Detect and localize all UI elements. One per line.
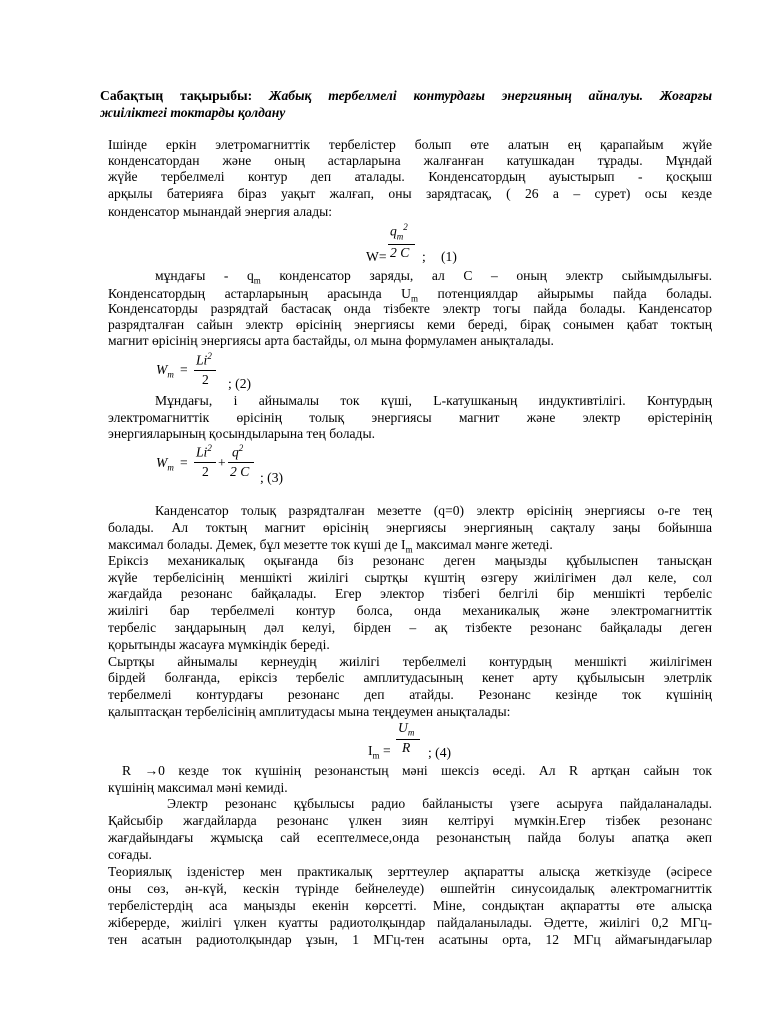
paragraph-line: жағдайындағы жұмысқа сай есептелмесе,онда резонанстың пайда болуы апатқа әкеп: [108, 830, 712, 845]
paragraph-line: Ішінде еркін элетромагниттік тербелістер болып өте алатын ең қарапайым жүйе: [108, 137, 712, 152]
paragraph-line: R →0 кезде ток күшінің резонанстың мәні шексіз өседі. Ал R артқан сайын ток: [122, 763, 712, 778]
lesson-title-line-2: [100, 105, 712, 121]
paragraph-line: конденсатордан және оның астарларына жалғанған катушкадан тұрады. Мұндай: [108, 153, 712, 168]
paragraph-line: қалыптасқан тербелісінің амплитудасы мына теңдеумен анықталады:: [108, 704, 511, 719]
paragraph-line: мұндағы - $q_m$ конденсатор заряды, ал С – оның электр сыйымдылығы.: [155, 268, 712, 286]
paragraph-line: жіберерде, жиілігі үлкен куатты радиотолқындар пайдаланылады. Әдетте, жиілігі 0,2 МГц-: [108, 915, 712, 930]
paragraph-line: тербеліс заңдарының дәл келуі, бірден – ақ тізбекте резонанс байқалады деген: [108, 620, 712, 635]
paragraph-line: Қайсыбір жағдайларда резонанс үлкен зиян келтіруі мүмкін.Егер тізбек резонанс: [108, 813, 712, 828]
paragraph-line: магнит өрісінің энергиясы арта бастайды, ол мына формуламен анықталады.: [108, 333, 554, 348]
paragraph-line: бірдей болғанда, еріксіз тербеліс амплитудасының кенет арту құбылысын элетрлік: [108, 670, 712, 685]
paragraph-line: жүйе тербелмелі контур деп аталады. Конденсатордың ауыстырып - қосқыш: [108, 169, 712, 184]
paragraph-line: Еріксіз механикалық оқығанда біз резонанс деген маңызды құбылыспен танысқан: [108, 553, 712, 568]
paragraph-line: күшінің максимал мәні кемиді.: [108, 780, 288, 795]
paragraph-line: Электр резонанс құбылысы радио байланысты үзеге асыруға пайдаланалады.: [167, 796, 712, 811]
paragraph-line: оны сөз, ән-күй, кескін түрінде бейнелеуде) өшпейтін синусоидалық әлектромагниттік: [108, 881, 712, 896]
paragraph-line: Конденсатордың астарларының арасында $U_m$ потенциялдар айырымы пайда болады.: [108, 286, 712, 304]
paragraph-line: максимал болады. Демек, бұл мезетте ток күші де $I_m$ максимал мәнге жетеді.: [108, 537, 553, 555]
paragraph-line: конденсатор мынандай энергия алады:: [108, 204, 333, 219]
paragraph-line: қорытынды жасауға мүмкіндік береді.: [108, 637, 330, 652]
lesson-title-line-1: [100, 88, 712, 104]
paragraph-line: соғады.: [108, 847, 152, 862]
lesson-title-text: Жабық тербелмелі контурдағы энергияның айналуы. Жоғарғы: [269, 88, 712, 103]
paragraph-line: болады. Ал токтың магнит өрісінің энергиясы энергияның сақталу заңы бойынша: [108, 520, 712, 535]
fraction-bar: [194, 462, 216, 463]
paragraph-line: тербелмелі контурдағы резонанс деп атайды. Резонанс кезінде ток күшінің: [108, 687, 712, 702]
paragraph-line: тен асатын радиотолқындар ұзын, 1 МГц-тен асатыны орта, 12 МГц аймағындағылар: [108, 932, 712, 947]
paragraph-line: арқылы батерияға біраз уақыт жалғап, оны зарядтасақ, ( 26 а – сурет) осы кезде: [108, 186, 712, 201]
document-page: Сабақтың тақырыбы: Жабық тербелмелі контурдағы энергияның айналуы. Жоғарғы жиіліктегі токтарды қолдану Ішінде еркін элетромагниттік тербелістер болып өте алатын ең қарапайым жүйе конденсатордан және оның астарларына жалғанған катушкадан тұрады. Мұндай жүйе тербелмелі контур деп аталады. Конденсатордың ауыстырып - қосқыш арқылы батерияға біраз уақыт жалғап, оны зарядтасақ, ( 26 а – сурет) осы кезде конденсатор мынандай энергия алады: W= $q_m^2$ 2 C ; (1) мұндағы - $q_m$ конденсатор заряды, ал С – оның электр сыйымдылығы. Конденсатордың астарларының арасында $U_m$ потенциялдар айырымы пайда болады. Конденсаторды разрядтай бастасақ онда тізбекте электр тогы пайда болады. Канденсатор разрядталған сайын электр өрісінің энергиясы кеми береді, бірақ сонымен қабат токтың магнит өрісінің энергиясы арта бастайды, ол мына формуламен анықталады. $W_m$ = $Li^2$ 2 ; (2) Мұндағы, і айнымалы ток күші, L-катушканың индуктивтілігі. Контурдың электромагниттік өрісінің толық энергиясы магнит және электр өрістерінің энергияларының қосындыларына тең болады. $W_m$ = $Li^2$ 2 + $q^2$ 2 C ; (3) Канденсатор толық разрядталған мезетте (q=0) электр өрісінің энергиясы о-ге тең болады. Ал токтың магнит өрісінің энергиясы энергияның сақталу заңы бойынша максимал болады. Демек, бұл мезетте ток күші де $I_m$ максимал мәнге жетеді. Еріксіз механикалық оқығанда біз резонанс деген маңызды құбылыспен танысқан жүйе тербелісінің меншікті жиілігі сыртқы күштің өзгеру жиілігімен дәл келе, сол жағдайда резонанс байқалады. Егер электор тізбегі белгілі бір меншікті тербеліс жиілігі бар тербелмелі контур болса, онда механикалық және электромагниттік тербеліс заңдарының дәл келуі, бірден – ақ тізбекте резонанс байқалады деген қорытынды жасауға мүмкіндік береді. Сыртқы айнымалы кернеудің жиілігі тербелмелі контурдың меншікті жиілігімен бірдей болғанда, еріксіз тербеліс амплитудасының кенет арту құбылысын элетрлік тербелмелі контурдағы резонанс деп атайды. Резонанс кезінде ток күшінің қалыптасқан тербелісінің амплитудасы мына теңдеумен анықталады: $I_m$ = $U_m$ R ; (4) R →0 кезде ток күшінің резонанстың мәні шексіз өседі. Ал R артқан сайын ток күшінің максимал мәні кемиді. Электр резонанс құбылысы радио байланысты үзеге асыруға пайдаланалады. Қайсыбір жағдайларда резонанс үлкен зиян келтіруі мүмкін.Егер тізбек резонанс жағдайындағы жұмысқа сай есептелмесе,онда резонанстың пайда болуы апатқа әкеп соғады. Теориялық ізденістер мен практикалық зерттеулер ақпаратты алысқа жеткізуде (әсіресе оны сөз, ән-күй, кескін түрінде бейнелеуде) өшпейтін синусоидалық әлектромагниттік тербелістердің аса маңызды екенін көрсетті. Міне, сондықтан ақпаратты өте алысқа жіберерде, жиілігі үлкен куатты радиотолқындар пайдаланылады. Әдетте, жиілігі 0,2 МГц- тен асатын радиотолқындар ұзын, 1 МГц-тен асатыны орта, 12 МГц аймағындағылар: [100, 88, 712, 947]
paragraph-line: жағдайда резонанс байқалады. Егер электор тізбегі белгілі бір меншікті тербеліс: [108, 586, 712, 601]
paragraph-line: тербелістердің аса маңызды екенін көрсетті. Міне, сондықтан ақпаратты өте алысқа: [108, 898, 712, 913]
arrow-icon: →: [144, 763, 159, 778]
fraction-bar: [194, 370, 216, 371]
fraction-bar: [228, 462, 254, 463]
paragraph-line: Канденсатор толық разрядталған мезетте (q=0) электр өрісінің энергиясы о-ге тең: [155, 503, 712, 518]
paragraph-line: Сыртқы айнымалы кернеудің жиілігі тербелмелі контурдың меншікті жиілігімен: [108, 654, 712, 669]
paragraph-line: разрядталған сайын электр өрісінің энергиясы кеми береді, бірақ сонымен қабат токтың: [108, 317, 712, 332]
lesson-title-text-2: жиіліктегі токтарды қолдану: [100, 105, 286, 120]
paragraph-line: Мұндағы, і айнымалы ток күші, L-катушканың индуктивтілігі. Контурдың: [155, 393, 712, 408]
paragraph-line: жиілігі бар тербелмелі контур болса, онда механикалық және электромагниттік: [108, 603, 712, 618]
paragraph-line: энергияларының қосындыларына тең болады.: [108, 426, 376, 441]
lesson-title-label: Сабақтың тақырыбы:: [100, 88, 253, 103]
paragraph-line: электромагниттік өрісінің толық энергиясы магнит және электр өрістерінің: [108, 410, 712, 425]
paragraph-line: жүйе тербелісінің меншікті жиілігі сыртқы күштің өзгеру жиілігімен дәл келе, сол: [108, 570, 712, 585]
paragraph-line: Теориялық ізденістер мен практикалық зерттеулер ақпаратты алысқа жеткізуде (әсіресе: [108, 864, 712, 879]
paragraph-line: Конденсаторды разрядтай бастасақ онда тізбекте электр тогы пайда болады. Канденсатор: [108, 301, 712, 316]
